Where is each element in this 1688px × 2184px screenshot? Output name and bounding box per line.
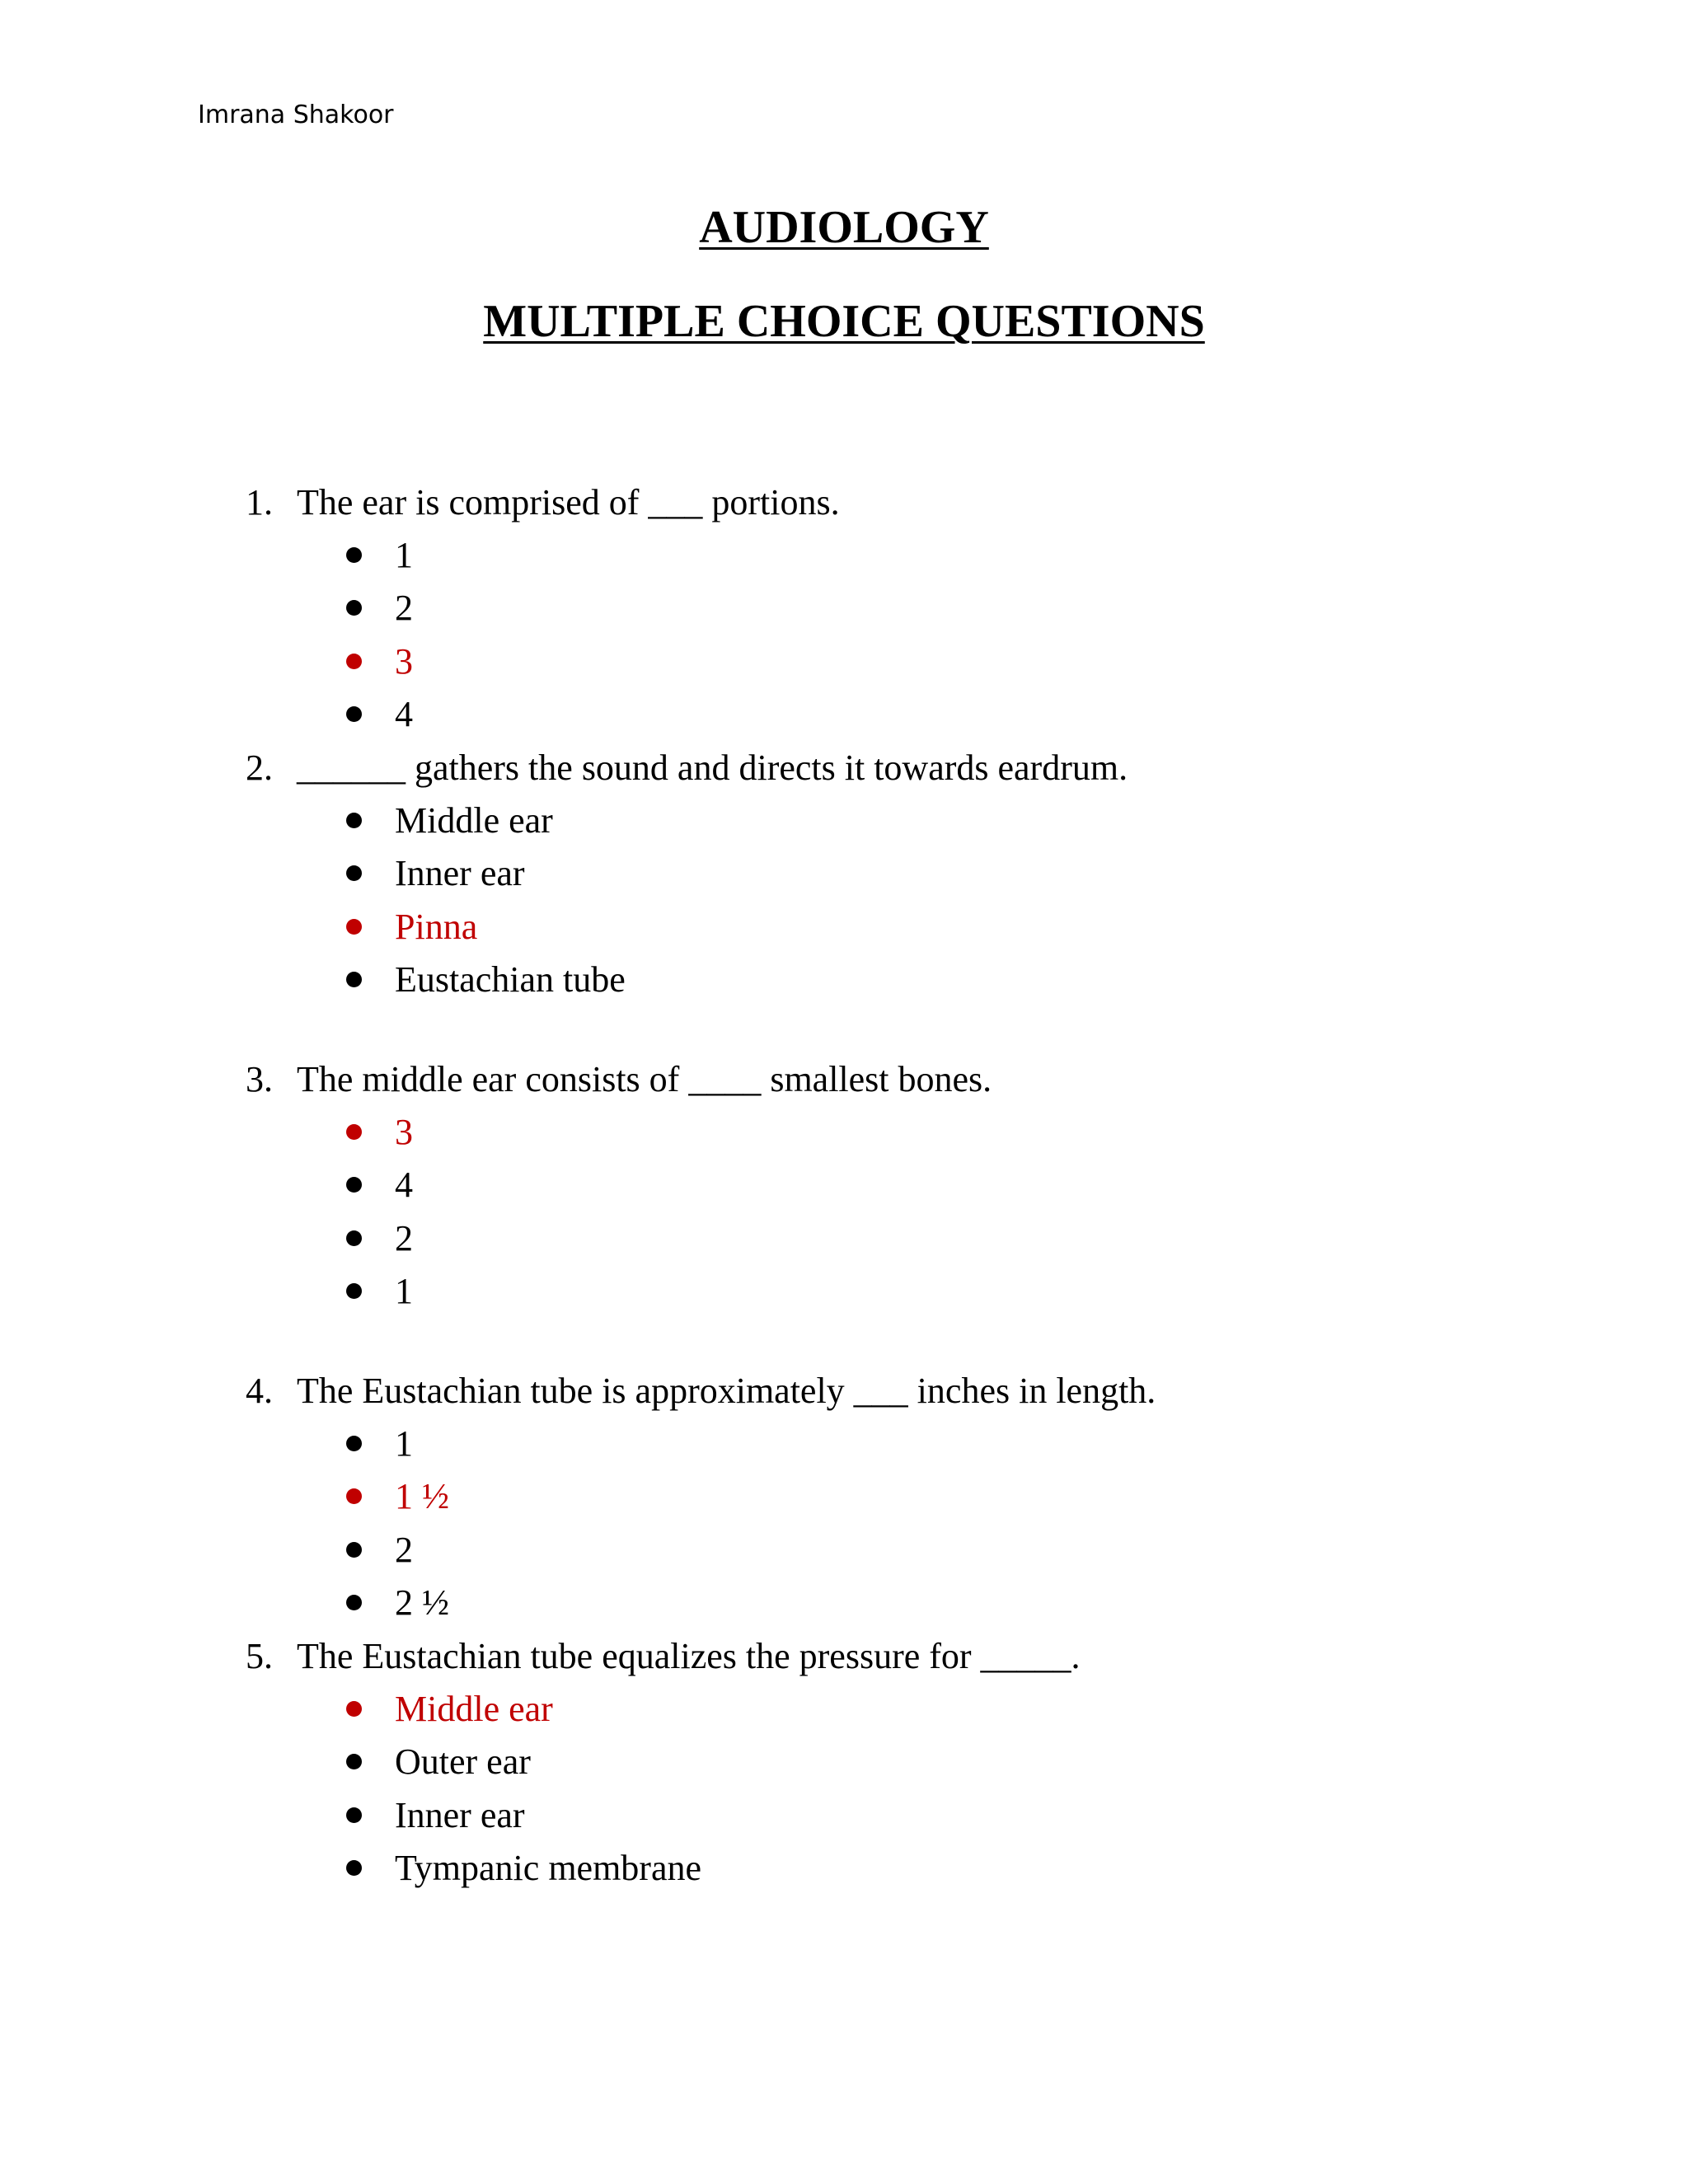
option-text: Inner ear <box>395 853 525 894</box>
option-item <box>246 954 1564 1007</box>
document-subtitle: MULTIPLE CHOICE QUESTIONS <box>483 296 1205 347</box>
option-item <box>246 1842 1564 1896</box>
bullet-icon <box>346 1860 362 1876</box>
option-list <box>246 1417 1564 1629</box>
option-item <box>246 1682 1564 1736</box>
spacer <box>246 1006 1564 1052</box>
bullet-icon <box>346 919 362 935</box>
bullet-icon <box>346 1177 362 1193</box>
option-text: 1 <box>395 1271 413 1312</box>
option-item <box>246 635 1564 688</box>
question-text: The Eustachian tube is approximately ___ inches in length. <box>297 1370 1156 1411</box>
option-item <box>246 794 1564 847</box>
bullet-icon <box>346 1124 362 1140</box>
option-item <box>246 1736 1564 1789</box>
bullet-icon <box>346 1283 362 1299</box>
option-text: Inner ear <box>395 1794 525 1835</box>
option-text: Tympanic membrane <box>395 1848 702 1889</box>
option-text: 2 <box>395 1217 413 1258</box>
spacer <box>246 1318 1564 1364</box>
bullet-icon <box>346 813 362 828</box>
option-item <box>246 1523 1564 1577</box>
option-item <box>246 528 1564 582</box>
question-3 <box>246 1052 1564 1318</box>
bullet-icon <box>346 1754 362 1769</box>
option-text: 2 ½ <box>395 1582 449 1624</box>
bullet-icon <box>346 865 362 881</box>
bullet-icon <box>346 1807 362 1823</box>
bullet-icon <box>346 1542 362 1558</box>
bullet-icon <box>346 1595 362 1610</box>
option-list <box>246 794 1564 1006</box>
bullet-icon <box>346 1436 362 1451</box>
option-text: Middle ear <box>395 1688 553 1729</box>
question-text: The ear is comprised of ___ portions. <box>297 481 840 523</box>
bullet-icon <box>346 600 362 616</box>
option-text: Outer ear <box>395 1741 531 1783</box>
question-1 <box>246 476 1564 741</box>
question-text: The middle ear consists of ____ smallest bones. <box>297 1058 992 1099</box>
option-text: Middle ear <box>395 799 553 841</box>
option-list <box>246 1105 1564 1318</box>
option-text: 4 <box>395 1165 413 1206</box>
question-number: 5. <box>246 1635 273 1676</box>
bullet-icon <box>346 654 362 669</box>
option-item <box>246 1159 1564 1212</box>
question-number: 3. <box>246 1058 273 1099</box>
page-header-author: Imrana Shakoor <box>198 101 394 129</box>
bullet-icon <box>346 1488 362 1504</box>
option-list <box>246 1682 1564 1895</box>
option-text: Pinna <box>395 906 478 947</box>
question-2 <box>246 741 1564 1006</box>
option-item <box>246 582 1564 635</box>
bullet-icon <box>346 1701 362 1717</box>
question-list <box>246 476 1564 1895</box>
question-number: 1. <box>246 481 273 523</box>
bullet-icon <box>346 972 362 987</box>
option-text: 4 <box>395 694 413 735</box>
option-item <box>246 1788 1564 1842</box>
option-item <box>246 1470 1564 1524</box>
question-5 <box>246 1629 1564 1895</box>
option-text: 3 <box>395 1111 413 1152</box>
question-number: 2. <box>246 747 273 788</box>
option-text: 3 <box>395 640 413 682</box>
question-4 <box>246 1364 1564 1629</box>
bullet-icon <box>346 547 362 563</box>
bullet-icon <box>346 1230 362 1246</box>
option-item <box>246 1577 1564 1630</box>
option-text: 2 <box>395 1529 413 1570</box>
question-text: ______ gathers the sound and directs it towards eardrum. <box>297 747 1128 788</box>
option-item <box>246 1417 1564 1470</box>
option-item <box>246 900 1564 954</box>
option-item <box>246 1212 1564 1265</box>
option-text: Eustachian tube <box>395 959 626 1001</box>
option-text: 1 <box>395 1422 413 1464</box>
option-item <box>246 1265 1564 1319</box>
option-item <box>246 1105 1564 1159</box>
option-text: 2 <box>395 588 413 629</box>
option-text: 1 ½ <box>395 1476 449 1517</box>
question-number: 4. <box>246 1370 273 1411</box>
option-item <box>246 847 1564 901</box>
option-item <box>246 688 1564 742</box>
bullet-icon <box>346 706 362 722</box>
document-title: AUDIOLOGY <box>699 202 989 253</box>
question-text: The Eustachian tube equalizes the pressure for _____. <box>297 1635 1081 1676</box>
option-list <box>246 528 1564 741</box>
option-text: 1 <box>395 534 413 575</box>
